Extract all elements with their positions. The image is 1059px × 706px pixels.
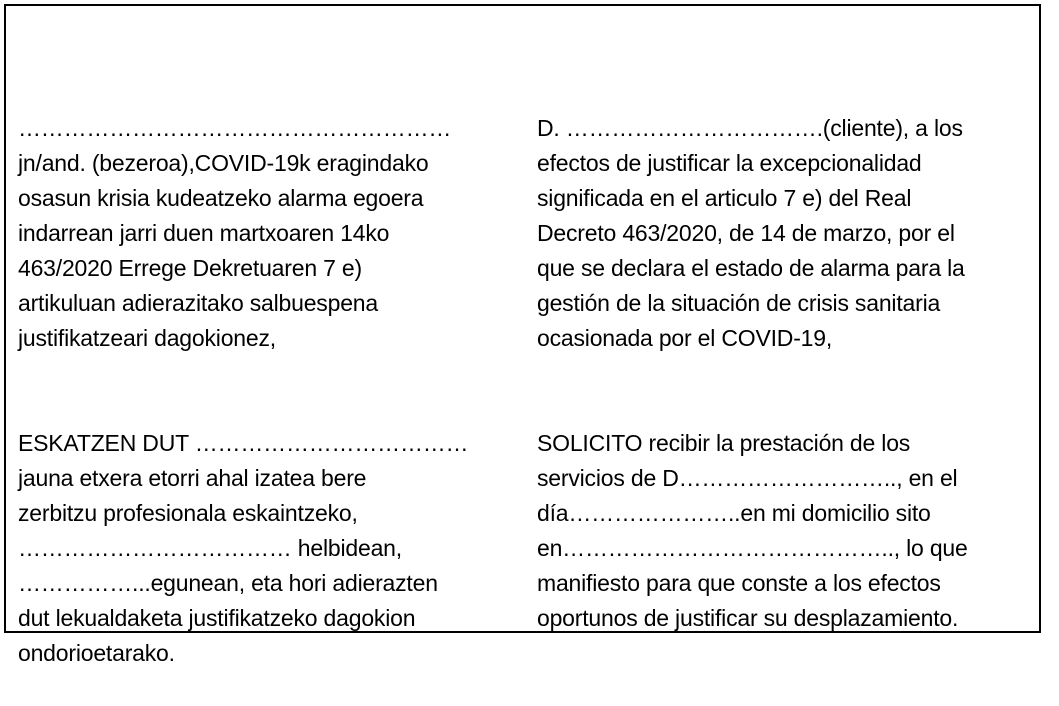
basque-column	[18, 76, 523, 706]
spanish-intro-paragraph: D. …………………………….(cliente), a los efectos de justificar la excepcionalidad significada en el articulo 7 e) del Real Decreto 463/2020, de 14 de marzo, por el que se declara el estado de alarma para la gestión de la situación de crisis sanitaria ocasionada por el COVID-19,	[537, 115, 965, 351]
basque-intro-paragraph: ………………………………………………… jn/and. (bezeroa),COVID-19k eragindako osasun krisia kudeatzeko alarma egoera indarrean jarri duen martxoaren 14ko 463/2020 Errege Dekretuaren 7 e) artikuluan adierazitako salbuespena justifikatzeari dagokionez,	[18, 115, 452, 351]
spanish-request-paragraph: SOLICITO recibir la prestación de los servicios de D……………………….., en el día…………………..en mi domicilio sito en…………………………………….., lo que manifiesto para que conste a los efectos oportunos de justificar su desplazamiento.	[537, 430, 968, 631]
basque-request-paragraph: ESKATZEN DUT ……………………………… jauna etxera etorri ahal izatea bere zerbitzu profesionala eskaintzeko, ……………………………… helbidean, ……………...egunean, eta hori adierazten dut lekualdaketa justifikatzeko dagokion ondorioetarako.	[18, 430, 469, 666]
spanish-column	[537, 76, 1047, 671]
